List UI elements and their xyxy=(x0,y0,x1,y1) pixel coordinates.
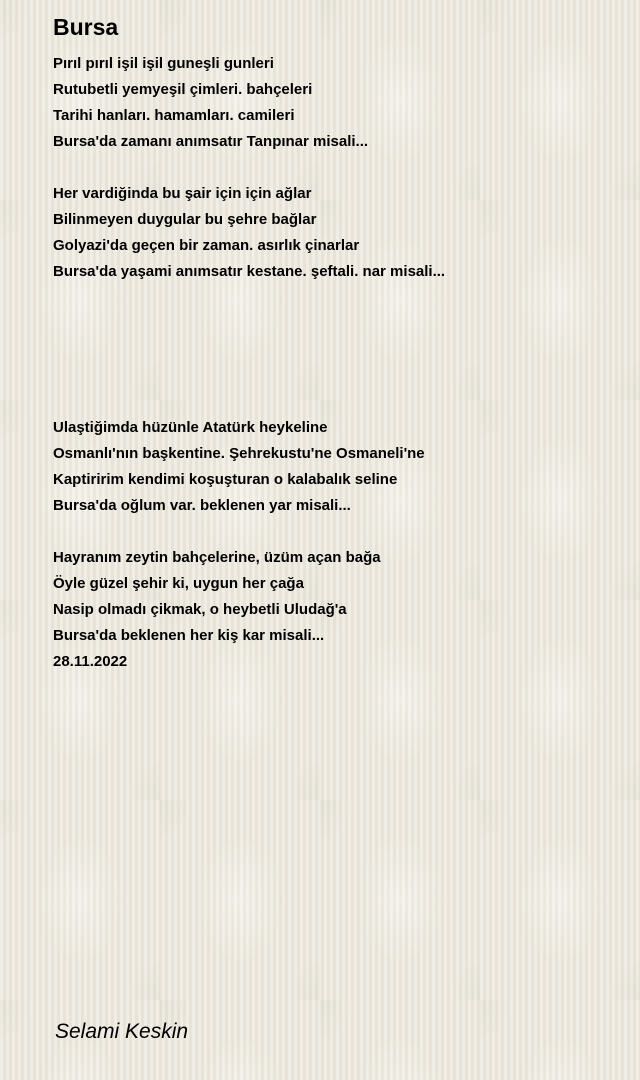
poem-line: Nasip olmadı çikmak, o heybetli Uludağ'a xyxy=(53,601,347,618)
poem-author: Selami Keskin xyxy=(55,1020,189,1043)
poem-line: Bursa'da oğlum var. beklenen yar misali... xyxy=(53,497,351,514)
poem-line: Öyle güzel şehir ki, uygun her çağa xyxy=(53,575,304,592)
poem-line: Tarihi hanları. hamamları. camileri xyxy=(53,107,295,124)
poem-blank-line xyxy=(53,285,633,311)
poem-line: Bursa'da zamanı anımsatır Tanpınar misali... xyxy=(53,133,369,150)
poem-title: Bursa xyxy=(53,14,119,40)
poem-line: Osmanlı'nın başkentine. Şehrekustu'ne Osmaneli'ne xyxy=(53,445,425,462)
poem-line: Rutubetli yemyeşil çimleri. bahçeleri xyxy=(53,81,313,98)
poem-blank-line xyxy=(53,311,633,337)
poem-line: Golyazi'da geçen bir zaman. asırlık çinarlar xyxy=(53,237,360,254)
poem-blank-line xyxy=(53,337,633,363)
poem-line: Ulaştiğimda hüzünle Atatürk heykeline xyxy=(53,419,328,436)
poem-blank-line xyxy=(53,519,633,545)
poem-blank-line xyxy=(53,155,633,181)
poem-line: Bilinmeyen duygular bu şehre bağlar xyxy=(53,211,317,228)
poem-line: Pırıl pırıl işil işil guneşli gunleri xyxy=(53,55,274,72)
poem-line: Bursa'da beklenen her kiş kar misali... xyxy=(53,627,325,644)
poem-line: Kaptiririm kendimi koşuşturan o kalabalık seline xyxy=(53,471,398,488)
poem-line: Bursa'da yaşami anımsatır kestane. şeftali. nar misali... xyxy=(53,263,446,280)
poem-blank-line xyxy=(53,363,633,389)
poem-date: 28.11.2022 xyxy=(53,653,128,670)
poem-blank-line xyxy=(53,389,633,415)
poem-line: Hayranım zeytin bahçelerine, üzüm açan bağa xyxy=(53,549,381,566)
poem-body xyxy=(53,51,633,675)
poem-line: Her vardiğinda bu şair için için ağlar xyxy=(53,185,312,202)
